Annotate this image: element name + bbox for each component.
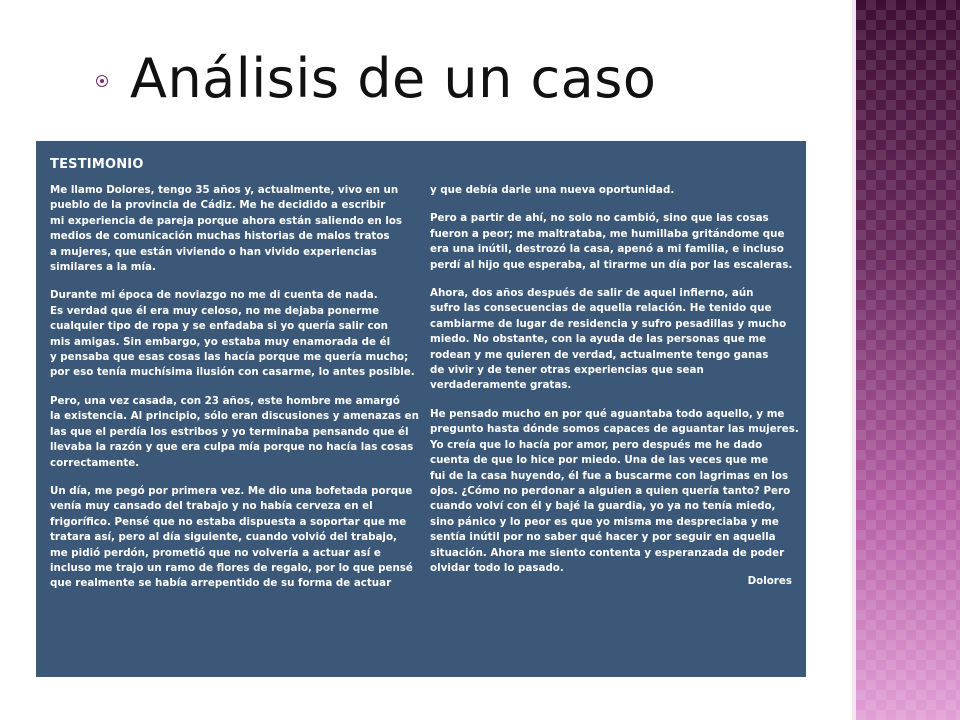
testimony-line: las que el perdía los estribos y yo terminaba pensando que él (50, 425, 409, 438)
testimony-paragraph (50, 288, 415, 380)
testimony-line: Me llamo Dolores, tengo 35 años y, actualmente, vivo en un (50, 184, 399, 196)
testimony-line: perdí al hijo que esperaba, al tirarme un día por las escaleras. (430, 258, 793, 271)
testimony-line: por eso tenía muchísima ilusión con casarme, lo antes posible. (50, 366, 415, 379)
testimony-line: me pidió perdón, prometió que no volvería a actuar así e (50, 546, 381, 559)
testimony-paragraph (50, 484, 413, 592)
testimony-line: He pensado mucho en por qué aguantaba todo aquello, y me (430, 407, 785, 420)
testimony-columns (50, 183, 799, 605)
testimony-paragraph (430, 211, 792, 273)
testimony-line: mi experiencia de pareja porque ahora están saliendo en los (50, 214, 403, 227)
testimony-line: medios de comunicación muchas historias de malos tratos (50, 230, 390, 243)
testimony-left-column (50, 183, 419, 605)
slide-title: Análisis de un caso (130, 46, 657, 110)
testimony-line: sufro las consecuencias de aquella relación. He tenido que (430, 302, 772, 315)
testimony-right-column (430, 183, 799, 605)
testimony-line: pregunto hasta dónde somos capaces de aguantar las mujeres. (430, 423, 799, 436)
testimony-paragraph (50, 394, 419, 471)
testimony-line: cambiarme de lugar de residencia y sufro pesadillas y mucho (430, 317, 787, 330)
testimony-line: similares a la mía. (50, 261, 156, 274)
testimony-line: era una inútil, destrozó la casa, apenó a mi familia, e incluso (430, 243, 784, 256)
testimony-line: Durante mi época de noviazgo no me di cuenta de nada. (50, 289, 378, 302)
testimony-line: Pero a partir de ahí, no solo no cambió, sino que las cosas (430, 212, 769, 225)
testimony-line: ojos. ¿Cómo no perdonar a alguien a quien quería tanto? Pero (430, 484, 791, 497)
testimony-line: fui de la casa huyendo, él fue a buscarme con lagrimas en los (430, 469, 789, 482)
testimony-paragraph (50, 183, 406, 275)
testimony-signature: Dolores (747, 575, 792, 588)
testimony-paragraph (430, 183, 792, 198)
testimony-line: venía muy cansado del trabajo y no había cerveza en el (50, 500, 373, 513)
testimony-line: incluso me trajo un ramo de flores de regalo, por lo que pensé (50, 561, 413, 574)
testimony-line: pueblo de la provincia de Cádiz. Me he decidido a escribir (50, 199, 386, 212)
testimony-line: cuenta de que lo hice por miedo. Una de las veces que me (430, 454, 769, 467)
testimony-line: correctamente. (50, 456, 140, 469)
testimony-line: rodean y me quieren de verdad, actualmente tengo ganas (430, 348, 769, 361)
testimony-panel (36, 141, 806, 677)
testimony-line: tratara así, pero al día siguiente, cuando volvió del trabajo, (50, 531, 397, 544)
testimony-line: olvidar todo lo pasado. (430, 561, 564, 574)
testimony-line: sino pánico y lo peor es que yo misma me despreciaba y me (430, 515, 779, 528)
testimony-line: cuando volví con él y bajé la guardia, yo ya no tenía miedo, (430, 500, 776, 513)
testimony-line: Ahora, dos años después de salir de aquel infierno, aún (430, 287, 754, 300)
bullet-icon (96, 75, 108, 87)
testimony-line: que realmente se había arrepentido de su forma de actuar (50, 577, 392, 590)
testimony-line: Pero, una vez casada, con 23 años, este hombre me amargó (50, 394, 400, 407)
testimony-line: y pensaba que esas cosas las hacía porque me quería mucho; (50, 351, 409, 364)
slide-title-row (96, 38, 656, 118)
testimony-line: situación. Ahora me siento contenta y esperanzada de poder (430, 546, 785, 559)
testimony-line: y que debía darle una nueva oportunidad. (430, 184, 675, 196)
testimony-line: de vivir y de tener otras experiencias que sean (430, 364, 704, 377)
testimony-line: Es verdad que él era muy celoso, no me dejaba ponerme (50, 304, 380, 317)
testimony-paragraph (430, 407, 799, 576)
testimony-line: a mujeres, que están viviendo o han vivido experiencias (50, 245, 377, 258)
testimony-line: Yo creía que lo hacía por amor, pero después me he dado (430, 438, 763, 451)
testimony-line: frigorífico. Pensé que no estaba dispuesta a soportar que me (50, 515, 407, 528)
testimony-line: verdaderamente gratas. (430, 379, 572, 392)
testimony-paragraph (430, 286, 792, 394)
decorative-side-bar (856, 0, 960, 720)
testimony-line: Un día, me pegó por primera vez. Me dio una bofetada porque (50, 484, 413, 497)
testimony-line: fueron a peor; me maltrataba, me humillaba gritándome que (430, 227, 785, 240)
testimony-line: miedo. No obstante, con la ayuda de las personas que me (430, 333, 767, 346)
testimony-line: sentía inútil por no saber qué hacer y por seguir en aquella (430, 531, 776, 544)
testimony-line: llevaba la razón y que era culpa mía porque no hacía las cosas (50, 441, 414, 454)
testimony-heading: TESTIMONIO (50, 157, 144, 172)
testimony-line: cualquier tipo de ropa y se enfadaba si yo quería salir con (50, 320, 388, 333)
testimony-line: mis amigas. Sin embargo, yo estaba muy enamorada de él (50, 335, 391, 348)
testimony-line: la existencia. Al principio, sólo eran discusiones y amenazas en (50, 410, 419, 423)
